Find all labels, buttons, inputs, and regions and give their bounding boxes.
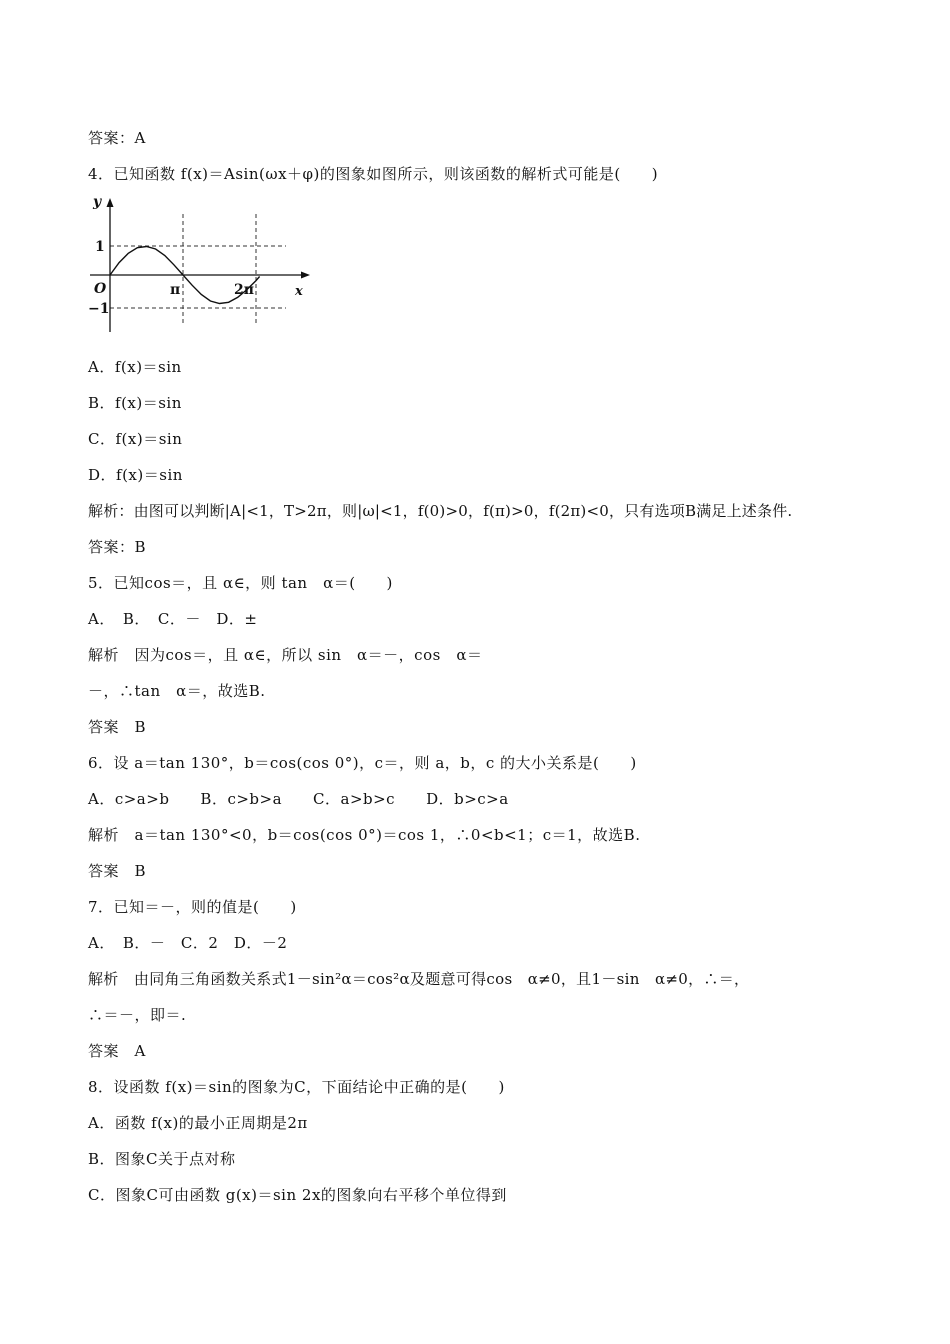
question-7: 7．已知＝－，则的值是( ) xyxy=(88,898,297,916)
function-graph xyxy=(84,192,316,340)
answer-6: 答案 B xyxy=(88,862,147,880)
analysis-5-line2: －，∴tan α＝，故选B. xyxy=(88,682,266,700)
option-4b: B．f(x)＝sin xyxy=(88,394,182,412)
y-axis-label: y xyxy=(93,194,102,210)
y-tick-neg1: −1 xyxy=(88,301,110,317)
x-tick-pi: π xyxy=(170,282,181,298)
x-axis-arrow-icon xyxy=(301,272,310,279)
analysis-6: 解析 a＝tan 130°<0，b＝cos(cos 0°)＝cos 1，∴0<b<1；c＝1，故选B. xyxy=(88,826,641,844)
origin-label: O xyxy=(94,281,107,297)
answer-7: 答案 A xyxy=(88,1042,146,1060)
question-4: 4．已知函数 f(x)＝Asin(ωx＋φ)的图象如图所示，则该函数的解析式可能是( ) xyxy=(88,165,659,183)
analysis-7-line1: 解析 由同角三角函数关系式1－sin²α＝cos²α及题意可得cos α≠0，且1－sin α≠0，∴＝， xyxy=(88,970,750,988)
option-4a: A．f(x)＝sin xyxy=(88,358,182,376)
analysis-5-line1: 解析 因为cos＝，且 α∈，所以 sin α＝－，cos α＝ xyxy=(88,646,483,664)
x-tick-2pi: 2π xyxy=(234,282,254,298)
options-6: A．c>a>b B．c>b>a C．a>b>c D．b>c>a xyxy=(88,790,509,808)
text-line: 答案：A xyxy=(88,129,146,147)
options-7: A． B．－ C．2 D．－2 xyxy=(88,934,288,952)
option-4d: D．f(x)＝sin xyxy=(88,466,183,484)
question-8: 8．设函数 f(x)＝sin的图象为C，下面结论中正确的是( ) xyxy=(88,1078,505,1096)
question-6: 6．设 a＝tan 130°，b＝cos(cos 0°)，c＝，则 a，b，c 的大小关系是( ) xyxy=(88,754,637,772)
option-8b: B．图象C关于点对称 xyxy=(88,1150,236,1168)
option-8a: A．函数 f(x)的最小正周期是2π xyxy=(88,1114,308,1132)
answer-4: 答案：B xyxy=(88,538,147,556)
y-tick-1: 1 xyxy=(95,239,105,255)
option-8c: C．图象C可由函数 g(x)＝sin 2x的图象向右平移个单位得到 xyxy=(88,1186,507,1204)
y-axis-arrow-icon xyxy=(107,198,114,207)
analysis-7-line2: ∴＝－，即＝. xyxy=(88,1006,187,1024)
question-5: 5．已知cos＝，且 α∈，则 tan α＝( ) xyxy=(88,574,393,592)
x-axis-label: x xyxy=(295,284,303,299)
answer-5: 答案 B xyxy=(88,718,147,736)
options-5: A． B． C．－ D．± xyxy=(88,610,258,628)
option-4c: C．f(x)＝sin xyxy=(88,430,183,448)
analysis-4: 解析：由图可以判断|A|<1，T>2π，则|ω|<1，f(0)>0，f(π)>0，f(2π)<0，只有选项B满足上述条件. xyxy=(88,502,793,520)
